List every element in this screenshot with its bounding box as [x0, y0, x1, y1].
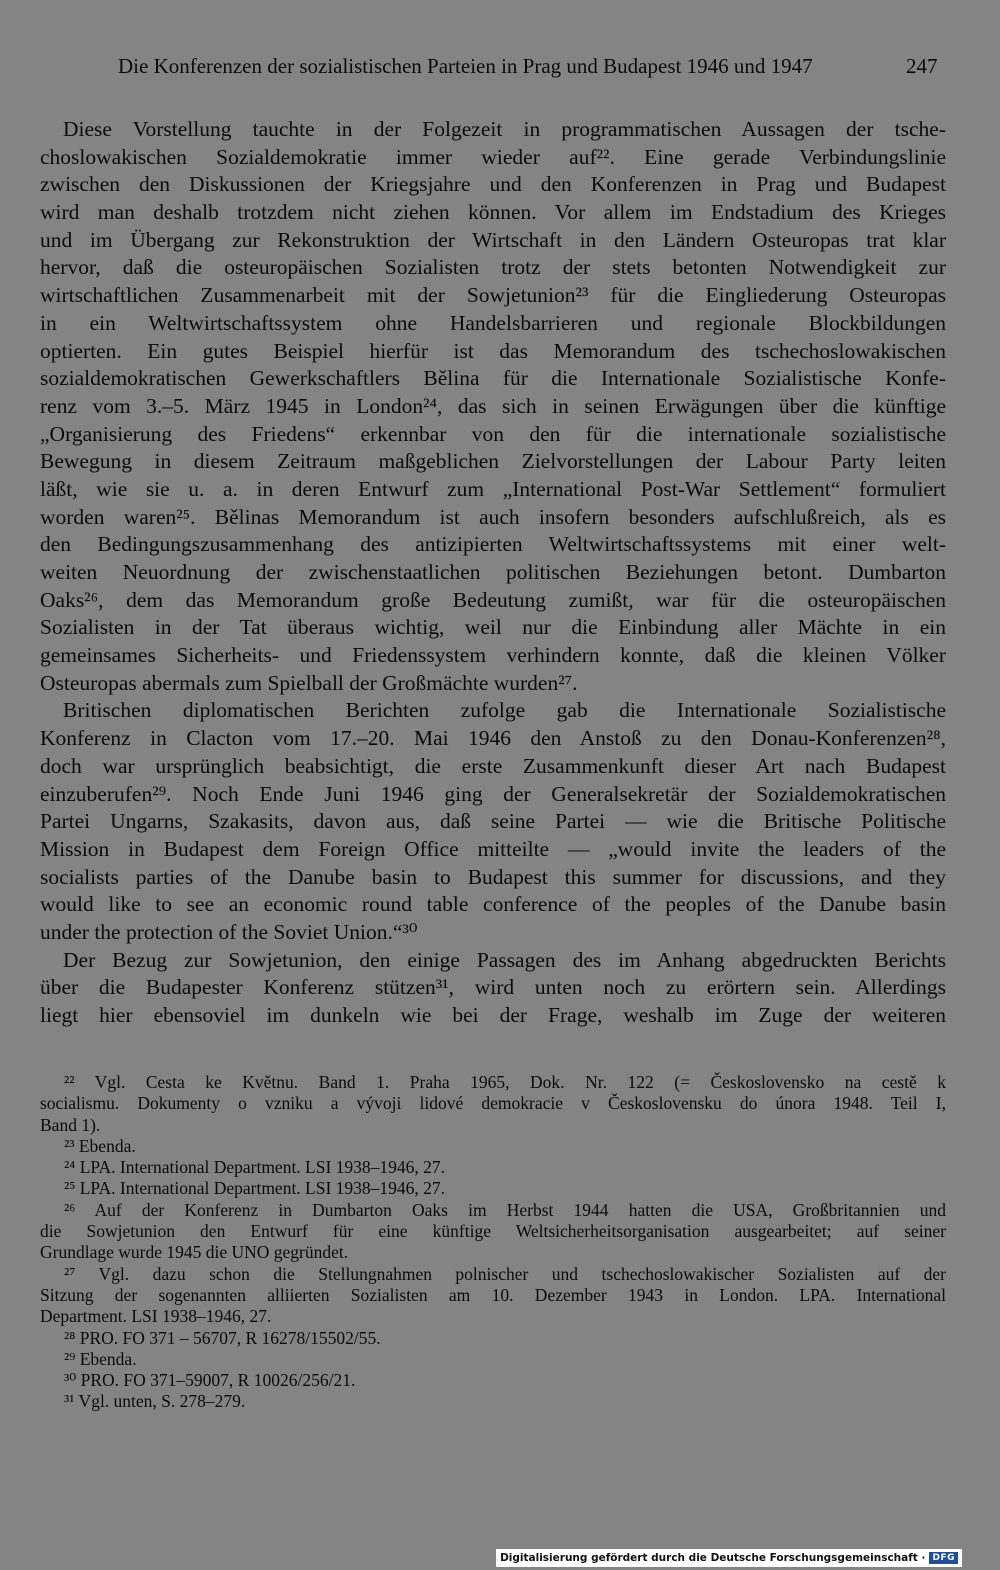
- credit-text: Digitalisierung gefördert durch die Deutsche Forschungsgemeinschaft ·: [500, 1552, 926, 1564]
- footnote-line: ³¹ Vgl. unten, S. 278–279.: [64, 1391, 246, 1412]
- footnote-line: Grundlage wurde 1945 die UNO gegründet.: [40, 1242, 349, 1263]
- footnote-line: ³⁰ PRO. FO 371–59007, R 10026/256/21.: [64, 1370, 356, 1391]
- footnote-line: Band 1).: [40, 1114, 101, 1135]
- body-line: liegt hier ebensoviel im dunkeln wie bei der Frage, weshalb im Zuge der weiteren: [40, 1003, 946, 1027]
- footnote-line: ²⁴ LPA. International Department. LSI 1938–1946, 27.: [64, 1157, 446, 1178]
- body-line: wird man deshalb trotzdem nicht ziehen können. Vor allem im Endstadium des Krieges: [40, 200, 946, 225]
- footnote-line: die Sowjetunion den Entwurf für eine künftige Weltsicherheitsorganisation ausgearbeitet; auf seiner: [40, 1221, 946, 1242]
- body-line: doch war ursprünglich beabsichtigt, die erste Zusammenkunft dieser Art nach Budapest: [40, 753, 946, 778]
- body-line: Der Bezug zur Sowjetunion, den einige Passagen des im Anhang abgedruckten Berichts: [63, 947, 946, 972]
- footnote-line: ²³ Ebenda.: [64, 1135, 136, 1156]
- body-line: Partei Ungarns, Szakasits, davon aus, daß seine Partei — wie die Britische Politische: [40, 809, 946, 834]
- body-line: worden waren²⁵. Bělinas Memorandum ist auch insofern besonders aufschlußreich, als es: [40, 504, 946, 529]
- body-line: hervor, daß die osteuropäischen Sozialisten trotz der stets betonten Notwendigkeit zur: [40, 255, 946, 280]
- footnote-line: ²⁵ LPA. International Department. LSI 1938–1946, 27.: [64, 1178, 446, 1199]
- body-line: läßt, wie sie u. a. in deren Entwurf zum „International Post-War Settlement“ formuliert: [40, 476, 946, 501]
- body-line: Osteuropas abermals zum Spielball der Großmächte wurden²⁷.: [40, 670, 578, 695]
- body-line: Sozialisten in der Tat überaus wichtig, weil nur die Einbindung aller Mächte in ein: [40, 615, 946, 640]
- body-line: gemeinsames Sicherheits- und Friedenssystem verhindern konnte, daß die kleinen Völker: [40, 643, 946, 668]
- running-title: Die Konferenzen der sozialistischen Parteien in Prag und Budapest 1946 und 1947: [118, 54, 813, 78]
- body-text: [40, 116, 946, 1030]
- body-line: in ein Weltwirtschaftssystem ohne Handelsbarrieren und regionale Blockbildungen: [40, 310, 946, 335]
- body-line: Diese Vorstellung tauchte in der Folgezeit in programmatischen Aussagen der tsche-: [63, 117, 946, 141]
- footnote-line: ²⁸ PRO. FO 371 – 56707, R 16278/15502/55.: [64, 1327, 381, 1348]
- body-line: under the protection of the Soviet Union.“³⁰: [40, 919, 418, 944]
- body-line: optierten. Ein gutes Beispiel hierfür ist das Memorandum des tschechoslowakischen: [40, 338, 946, 363]
- body-line: Konferenz in Clacton vom 17.–20. Mai 1946 den Anstoß zu den Donau-Konferenzen²⁸,: [40, 726, 946, 751]
- body-line: renz vom 3.–5. März 1945 in London²⁴, das sich in seinen Erwägungen über die künftige: [40, 393, 946, 418]
- body-line: „Organisierung des Friedens“ erkennbar von den für die internationale sozialistische: [40, 421, 946, 446]
- running-header: [0, 54, 1000, 84]
- footnote-line: Department. LSI 1938–1946, 27.: [40, 1306, 272, 1327]
- dfg-logo-icon: DFG: [929, 1552, 958, 1564]
- body-line: would like to see an economic round table conference of the peoples of the Danube basin: [40, 892, 946, 917]
- body-line: den Bedingungszusammenhang des antizipierten Weltwirtschaftssystems mit einer welt-: [40, 532, 946, 557]
- footnote-line: Sitzung der sogenannten alliierten Sozialisten am 10. Dezember 1943 in London. LPA. International: [40, 1284, 946, 1305]
- body-line: choslowakischen Sozialdemokratie immer wieder auf²². Eine gerade Verbindungslinie: [40, 144, 946, 169]
- body-line: zwischen den Diskussionen der Kriegsjahre und den Konferenzen in Prag und Budapest: [40, 172, 946, 197]
- footnote-line: ²⁶ Auf der Konferenz in Dumbarton Oaks im Herbst 1944 hatten die USA, Großbritannien und: [64, 1199, 946, 1220]
- body-line: socialists parties of the Danube basin to Budapest this summer for discussions, and they: [40, 864, 946, 889]
- footnotes: [40, 1072, 946, 1413]
- body-line: Oaks²⁶, dem das Memorandum große Bedeutung zumißt, war für die osteuropäischen: [40, 587, 946, 612]
- body-line: Bewegung in diesem Zeitraum maßgeblichen Zielvorstellungen der Labour Party leiten: [40, 449, 946, 474]
- body-line: weiten Neuordnung der zwischenstaatlichen politischen Beziehungen betont. Dumbarton: [40, 560, 946, 584]
- body-line: wirtschaftlichen Zusammenarbeit mit der Sowjetunion²³ für die Eingliederung Osteuropas: [40, 283, 946, 308]
- body-line: Britischen diplomatischen Berichten zufolge gab die Internationale Sozialistische: [63, 698, 946, 723]
- body-line: und im Übergang zur Rekonstruktion der Wirtschaft in den Ländern Osteuropas trat klar: [40, 227, 946, 252]
- footnote-line: socialismu. Dokumenty o vzniku a vývoji lidové demokracie v Československu do února 1948. Teil I,: [40, 1093, 946, 1114]
- page-number: 247: [906, 54, 938, 78]
- body-line: einzuberufen²⁹. Noch Ende Juni 1946 ging der Generalsekretär der Sozialdemokratischen: [40, 781, 946, 806]
- body-line: sozialdemokratischen Gewerkschaftlers Bělina für die Internationale Sozialistische Konfe-: [40, 366, 946, 391]
- body-line: Mission in Budapest dem Foreign Office mitteilte — „would invite the leaders of the: [40, 836, 946, 861]
- footnote-line: ²⁹ Ebenda.: [64, 1348, 137, 1369]
- footnote-line: ²² Vgl. Cesta ke Květnu. Band 1. Praha 1965, Dok. Nr. 122 (= Československo na cestě k: [64, 1072, 946, 1092]
- footnote-line: ²⁷ Vgl. dazu schon die Stellungnahmen polnischer und tschechoslowakischer Sozialisten auf der: [64, 1263, 946, 1284]
- body-line: über die Budapester Konferenz stützen³¹, wird unten noch zu erörtern sein. Allerdings: [40, 975, 946, 1000]
- digitization-credit: [496, 1549, 962, 1567]
